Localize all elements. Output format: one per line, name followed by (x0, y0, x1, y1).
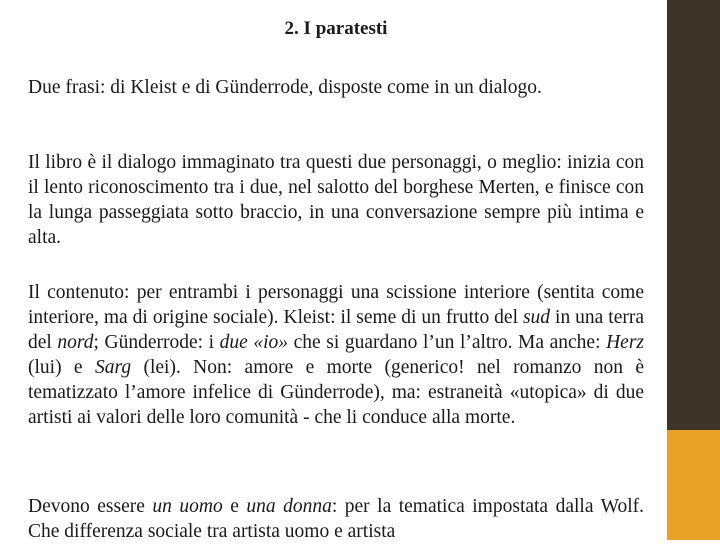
text-run: Devono essere (28, 496, 153, 517)
text-run: (lui) e (28, 357, 95, 378)
text-run: Il libro è il dialogo immaginato tra questi due personaggi, o meglio: inizia con il lento riconoscimento tra i due, nel salotto del borghese Merten, e finisce con la lunga passeggiata sotto braccio, in una conversazione sempre più intima e alta. (28, 152, 644, 248)
italic-text-run: Herz (606, 332, 644, 353)
italic-text-run: Sarg (94, 357, 132, 378)
paragraph-1 (28, 75, 644, 100)
text-run: in una terra del (28, 307, 644, 353)
sidebar-accent-block (667, 430, 720, 540)
italic-text-run: sud (522, 307, 551, 328)
italic-text-run: un uomo (152, 496, 223, 517)
paragraph-3 (28, 280, 644, 430)
paragraph-2 (28, 150, 644, 250)
italic-text-run: nord (57, 332, 94, 353)
slide-title: 2. I paratesti (284, 18, 388, 39)
paragraph-4 (28, 494, 644, 544)
text-run: Il contenuto: per entrambi i personaggi una scissione interiore (sentita come interiore, ma di origine sociale). Kleist: il seme di un frutto del (28, 282, 644, 328)
text-run: e (222, 496, 247, 517)
text-run: che si guardano l’un l’altro. Ma anche: (288, 332, 607, 353)
italic-text-run: una donna (246, 496, 332, 517)
text-run: Due frasi: di Kleist e di Günderrode, disposte come in un dialogo. (28, 77, 542, 98)
text-run: ; Günderrode: i (93, 332, 220, 353)
italic-text-run: due «io» (219, 332, 289, 353)
text-run: (lei). Non: amore e morte (generico! nel romanzo non è tematizzato l’amore infelice di Günderrode), ma: estraneità «utopica» di due artisti ai valori delle loro comunità - che li conduce alla morte. (28, 357, 645, 428)
text-run: : per la tematica impostata dalla Wolf. Che differenza sociale tra artista uomo e artista (28, 496, 645, 542)
